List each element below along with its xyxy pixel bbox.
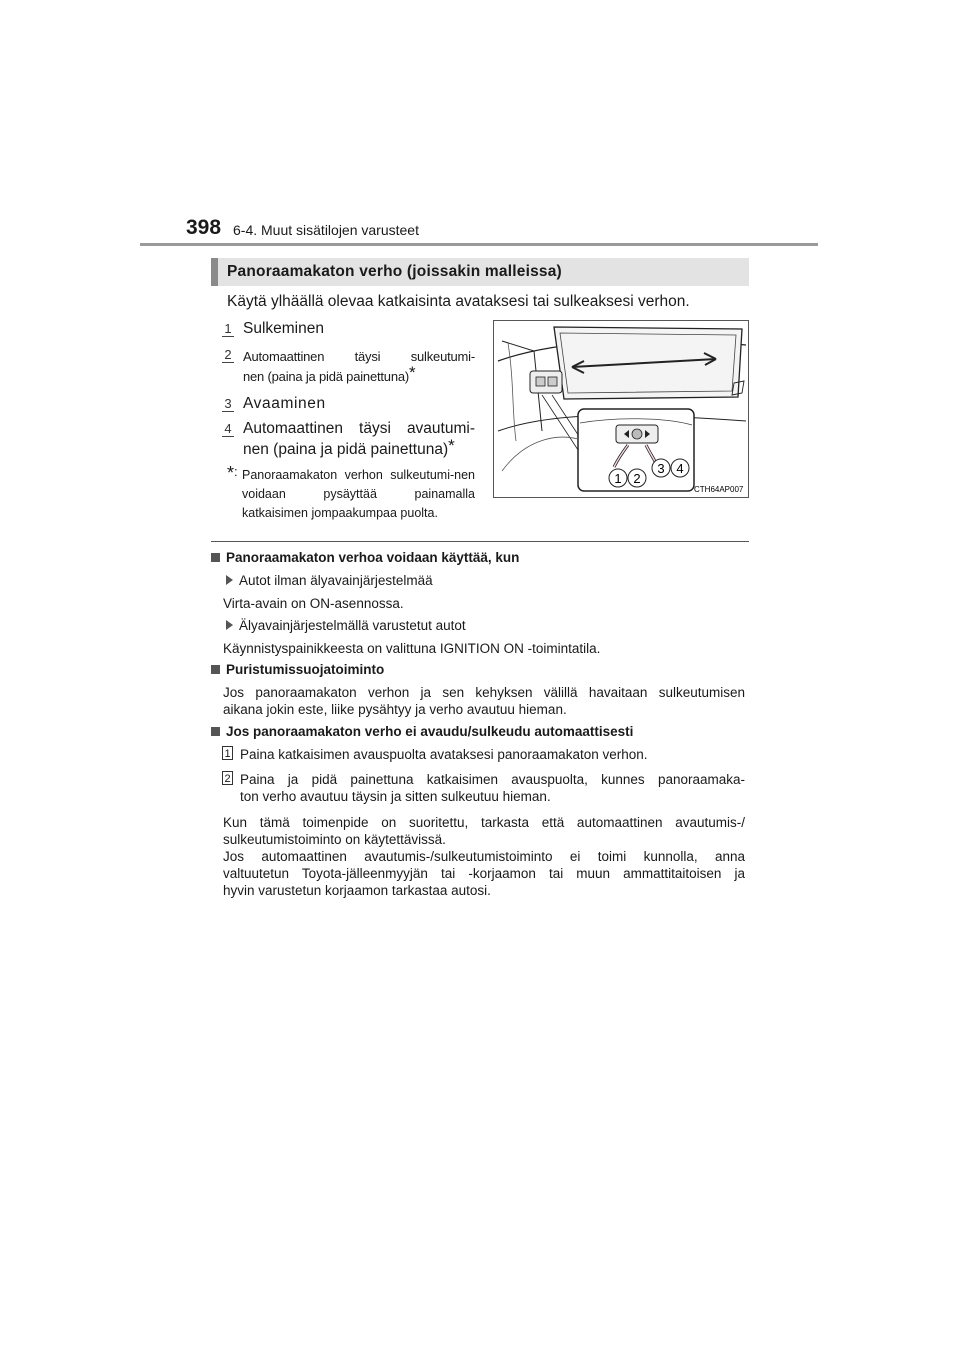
step-3-text: Avaaminen xyxy=(243,395,326,412)
title-accent xyxy=(211,258,218,286)
square-bullet-icon xyxy=(211,727,220,736)
step-4-star: * xyxy=(448,436,455,455)
page-number: 398 xyxy=(186,216,222,239)
step-2-line1: Automaattinen täysi sulkeutumi- xyxy=(243,349,475,364)
figure-code: CTH64AP007 xyxy=(694,485,744,494)
callout-2: 2 xyxy=(633,471,641,486)
note-1-sub-1: Autot ilman älyavainjärjestelmää xyxy=(226,572,433,589)
callout-3: 3 xyxy=(657,461,665,476)
note-3-step-2-line-1: Paina ja pidä painettuna katkaisimen avauspuolta, kunnes panoraamaka- xyxy=(240,772,745,787)
roof-shade-illustration xyxy=(493,320,749,498)
note-3-step-1-text: Paina katkaisimen avauspuolta avataksesi panoraamakaton verhon. xyxy=(240,747,648,762)
section-title: 6-4. Muut sisätilojen varusteet xyxy=(233,222,419,238)
note-2-line-2: aikana jokin este, liike pysähtyy ja verho avautuu hieman. xyxy=(223,702,567,717)
note-2-line-1: Jos panoraamakaton verhon ja sen kehyksen välillä havaitaan sulkeutumisen xyxy=(223,685,745,700)
note-1-sub-2: Älyavainjärjestelmällä varustetut autot xyxy=(226,617,466,634)
intro-text: Käytä ylhäällä olevaa katkaisinta avataksesi tai sulkeaksesi verhon. xyxy=(227,293,690,310)
step-2-line2: nen (paina ja pidä painettuna)* xyxy=(243,363,416,384)
footnote-text: Panoraamakaton verhon sulkeutumi-nen voidaan pysäyttää painamalla katkaisimen jompaakumpaa puolta. xyxy=(242,468,475,520)
note-1-text-2: Käynnistyspainikkeesta on valittuna IGNITION ON -toimintatila. xyxy=(223,641,601,656)
illustration-drawing xyxy=(494,321,748,497)
header-rule xyxy=(140,243,818,246)
page-title: Panoraamakaton verho (joissakin malleissa) xyxy=(227,263,562,280)
note-1-heading: Panoraamakaton verhoa voidaan käyttää, kun xyxy=(211,550,519,565)
step-number-1: 1 xyxy=(222,321,234,337)
note-3-after-line-1: Kun tämä toimenpide on suoritettu, tarkasta että automaattinen avautumis-/ xyxy=(223,815,745,830)
note-3-after-line-2: sulkeutumistoiminto on käytettävissä. xyxy=(223,832,446,847)
triangle-bullet-icon xyxy=(226,620,233,630)
square-bullet-icon xyxy=(211,665,220,674)
note-2-heading: Puristumissuojatoiminto xyxy=(211,662,384,677)
callout-4: 4 xyxy=(676,461,684,476)
square-bullet-icon xyxy=(211,553,220,562)
footnote-star: *: xyxy=(227,463,238,483)
step-number-2: 2 xyxy=(222,347,234,363)
note-3-after-line-4: valtuutetun Toyota-jälleenmyyjän tai -korjaamon tai muun ammattitaitoisen ja xyxy=(223,866,745,881)
callout-1: 1 xyxy=(614,471,622,486)
triangle-bullet-icon xyxy=(226,575,233,585)
note-1-text-1: Virta-avain on ON-asennossa. xyxy=(223,596,404,611)
note-3-step-2-line-2: ton verho avautuu täysin ja sitten sulkeutuu hieman. xyxy=(240,789,551,804)
step-number-4: 4 xyxy=(222,421,234,437)
note-3-heading: Jos panoraamakaton verho ei avaudu/sulkeudu automaattisesti xyxy=(211,724,633,739)
step-1-text: Sulkeminen xyxy=(243,320,324,337)
step-2-star: * xyxy=(409,363,416,382)
step-4-line2: nen (paina ja pidä painettuna)* xyxy=(243,436,455,458)
note-3-after-line-3: Jos automaattinen avautumis-/sulkeutumistoiminto ei toimi kunnolla, anna xyxy=(223,849,745,864)
note-3-after-line-5: hyvin varustetun korjaamon tarkastaa autosi. xyxy=(223,883,491,898)
note-3-step-number-2: 2 xyxy=(222,771,233,785)
note-3-step-number-1: 1 xyxy=(222,746,233,760)
step-4-line1: Automaattinen täysi avautumi- xyxy=(243,420,475,437)
section-divider xyxy=(211,541,749,542)
step-number-3: 3 xyxy=(222,396,234,412)
